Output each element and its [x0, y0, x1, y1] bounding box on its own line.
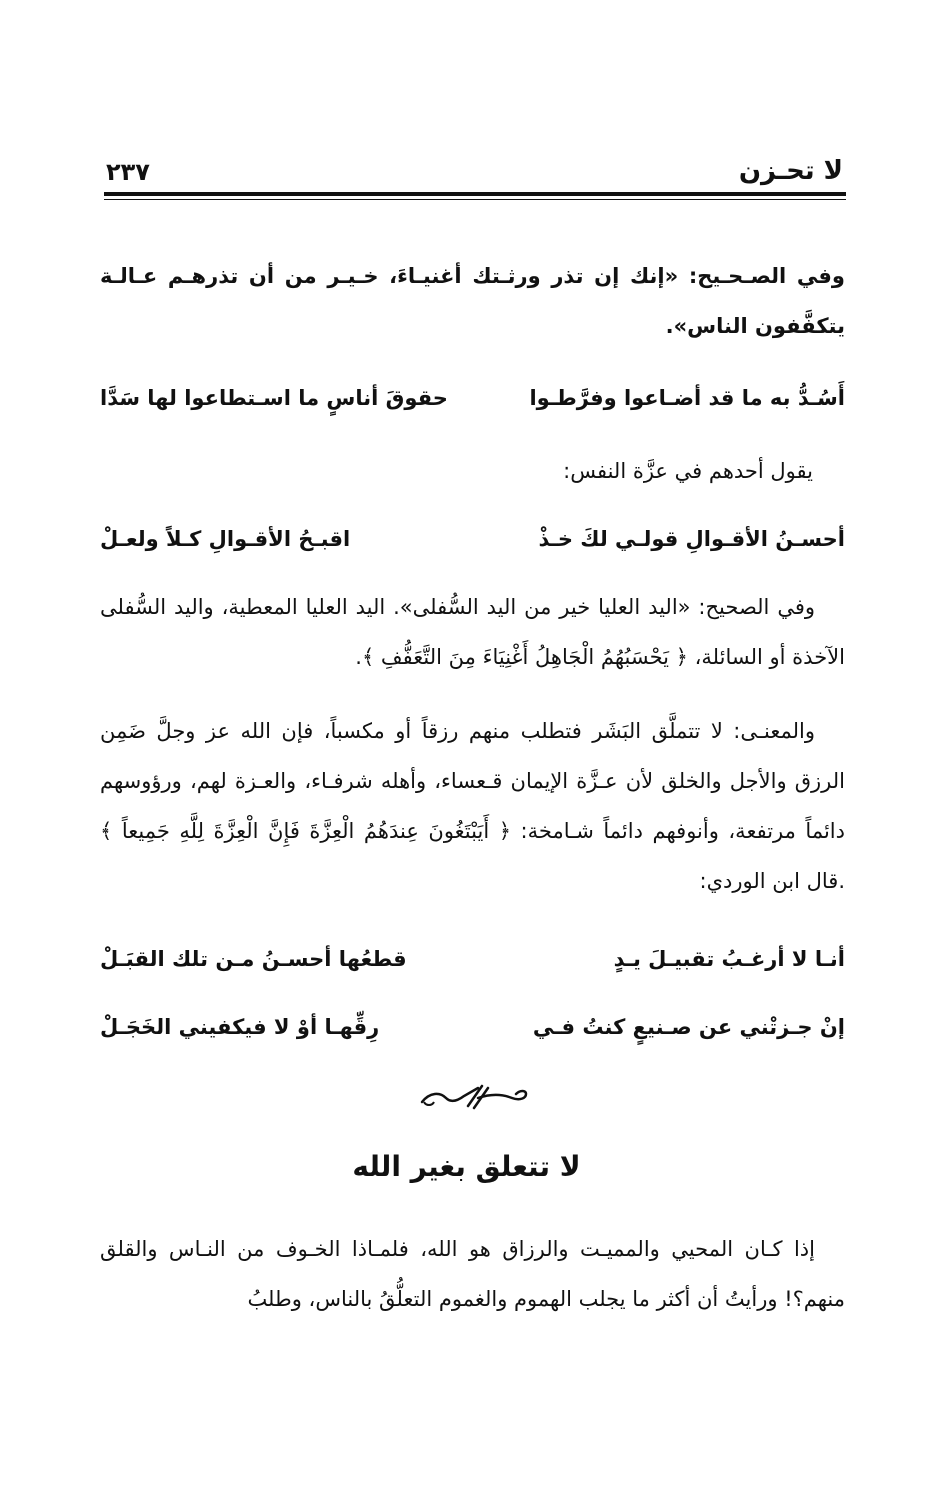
paragraph-dont-attach: إذا كـان المحيي والمميـت والرزاق هو الله، فلمـاذا الخـوف من النـاس والقلق منهم؟! ورأيتُ أن أكثر ما يجلب الهموم والغموم التعلُّقُ بالناس، وطلبُ [100, 1237, 845, 1311]
paragraph-upper-hand: وفي الصحيح: «اليد العليا خير من اليد السُّفلى». اليد العليا المعطية، واليد السُّفلى الآخذة أو السائلة، ﴿ يَحْسَبُهُمُ الْجَاهِلُ أَغْنِيَاءَ مِنَ التَّعَفُّفِ ﴾. [100, 595, 845, 669]
header-rule-thin [104, 199, 846, 200]
verse-first-hemistich: أنـا لا أرغـبُ تقبيـلَ يـدٍ [613, 947, 845, 971]
running-title: لا تحـزن [738, 156, 843, 186]
verse-line [100, 1002, 845, 1052]
verse-line [100, 514, 845, 564]
verse-second-hemistich: حقوقَ أناسٍ ما اسـتطاعوا لها سَدَّا [100, 386, 448, 410]
verse-first-hemistich: أحسـنُ الأقـوالِ قولـي لكَ خـذْ [538, 527, 845, 551]
paragraph-hadith-heirs: وفي الصـحـيح: «إنك إن تذر ورثـتك أغنيـاءَ، خـيـر من أن تذرهـم عـالـة يتكفَّفون الناس». [100, 264, 845, 338]
verse-first-hemistich: أَسُـدُّ به ما قد أضـاعوا وفرَّطـوا [529, 386, 845, 410]
verse-second-hemistich: اقبـحُ الأقـوالِ كـلاً ولعـلْ [100, 527, 351, 551]
page-number: ٢٣٧ [106, 158, 150, 186]
section-divider-ornament [416, 1082, 532, 1112]
header-rule [104, 192, 846, 196]
verse-second-hemistich: قطعُها أحسـنُ مـن تلك القبَـلْ [100, 947, 407, 971]
paragraph-intro: يقول أحدهم في عزَّة النفس: [563, 459, 813, 483]
verse-first-hemistich: إنْ جـزتْني عن صـنيعٍ كنتُ فـي [532, 1015, 845, 1039]
paragraph-meaning: والمعنـى: لا تتملَّق البَشَر فتطلب منهم رزقاً أو مكسباً، فإن الله عز وجلَّ ضَمِن الرزق والأجل والخلق لأن عـزَّة الإيمان قـعساء، وأهله شرفـاء، والعـزة لهم، ورؤوسهم دائماً مرتفعة، وأنوفهم دائماً شـامخة: ﴿ أَيَبْتَغُونَ عِندَهُمُ الْعِزَّةَ فَإِنَّ الْعِزَّةَ لِلَّهِ جَمِيعاً ﴾ .قال ابن الوردي: [100, 719, 845, 893]
verse-second-hemistich: رِقِّهـا أوْ لا فيكفيني الخَجَـلْ [100, 1015, 380, 1039]
section-heading: لا تتعلق بغير الله [352, 1150, 581, 1183]
verse-line [100, 373, 845, 423]
verse-line [100, 934, 845, 984]
